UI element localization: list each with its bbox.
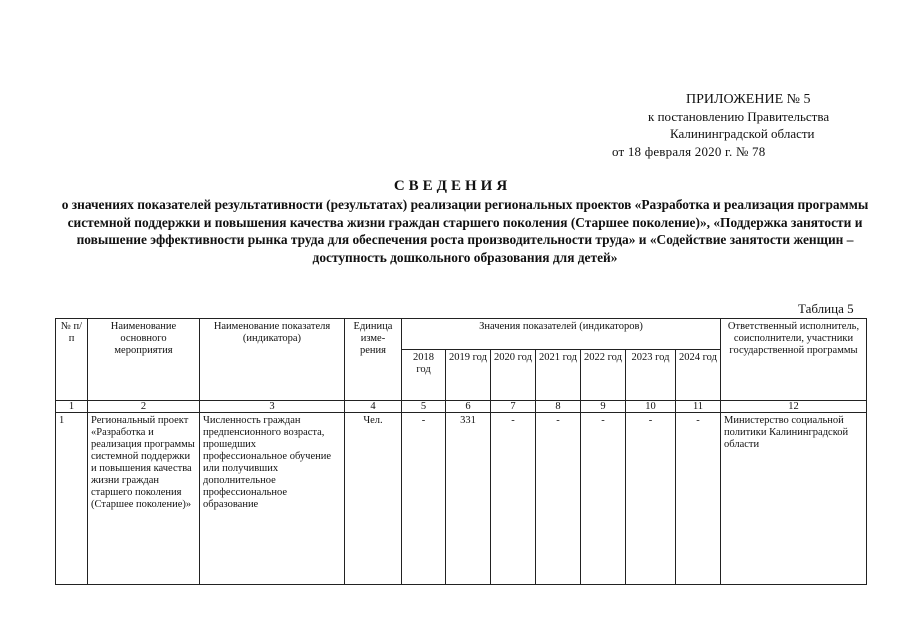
row-value: - [626,413,676,585]
appendix-date-line: от 18 февраля 2020 г. № 78 [612,144,766,159]
header-event: Наименование основного мероприятия [88,319,200,401]
header-year: 2023 год [626,350,676,401]
row-value: 331 [446,413,491,585]
header-unit: Единица изме-рения [345,319,402,401]
indicators-table [55,318,867,585]
column-number: 9 [581,401,626,413]
row-value: - [581,413,626,585]
column-number: 6 [446,401,491,413]
table-header-row [56,319,867,350]
appendix-resolution-line: к постановлению Правительства [648,109,830,124]
column-number: 1 [56,401,88,413]
column-numbers-row [56,401,867,413]
column-number: 3 [200,401,345,413]
column-number: 7 [491,401,536,413]
header-year: 2019 год [446,350,491,401]
appendix-region-line: Калининградской области [670,126,815,141]
row-event: Региональный проект «Разработка и реализация программы системной поддержки и повышения качества жизни граждан старшего поколения (Старшее поколение)» [88,413,200,585]
column-number: 2 [88,401,200,413]
header-year: 2022 год [581,350,626,401]
column-number: 10 [626,401,676,413]
table-label: Таблица 5 [798,301,854,316]
column-number: 12 [721,401,867,413]
header-indicator: Наименование показателя (индикатора) [200,319,345,401]
table-row [56,413,867,585]
header-values-group: Значения показателей (индикаторов) [402,319,721,350]
header-year: 2024 год [676,350,721,401]
header-responsible: Ответственный исполнитель, соисполнители, участники государственной программы [721,319,867,401]
column-number: 4 [345,401,402,413]
header-year: 2021 год [536,350,581,401]
row-value: - [491,413,536,585]
row-value: - [676,413,721,585]
header-year: 2018 год [402,350,446,401]
row-num: 1 [56,413,88,585]
row-value: - [536,413,581,585]
row-responsible: Министерство социальной политики Калининградской области [721,413,867,585]
document-heading: СВЕДЕНИЯ [393,178,512,194]
document-subtitle: о значениях показателей результативности (результатах) реализации региональных проектов «Разработка и реализация программы системной поддержки и повышения качества жизни граждан старшего поколения (Старшее поколение)», «Поддержка занятости и повышение эффективности рынка труда для обеспечения роста производительности труда» и «Содействие занятости женщин – доступность дошкольного образования для детей» [61,197,869,265]
column-number: 5 [402,401,446,413]
column-number: 8 [536,401,581,413]
header-year: 2020 год [491,350,536,401]
row-indicator: Численность граждан предпенсионного возраста, прошедших профессиональное обучение или получивших дополнительное профессиональное образование [200,413,345,585]
column-number: 11 [676,401,721,413]
row-unit: Чел. [345,413,402,585]
row-value: - [402,413,446,585]
appendix-title: ПРИЛОЖЕНИЕ № 5 [686,92,811,107]
header-num: № п/п [56,319,88,401]
